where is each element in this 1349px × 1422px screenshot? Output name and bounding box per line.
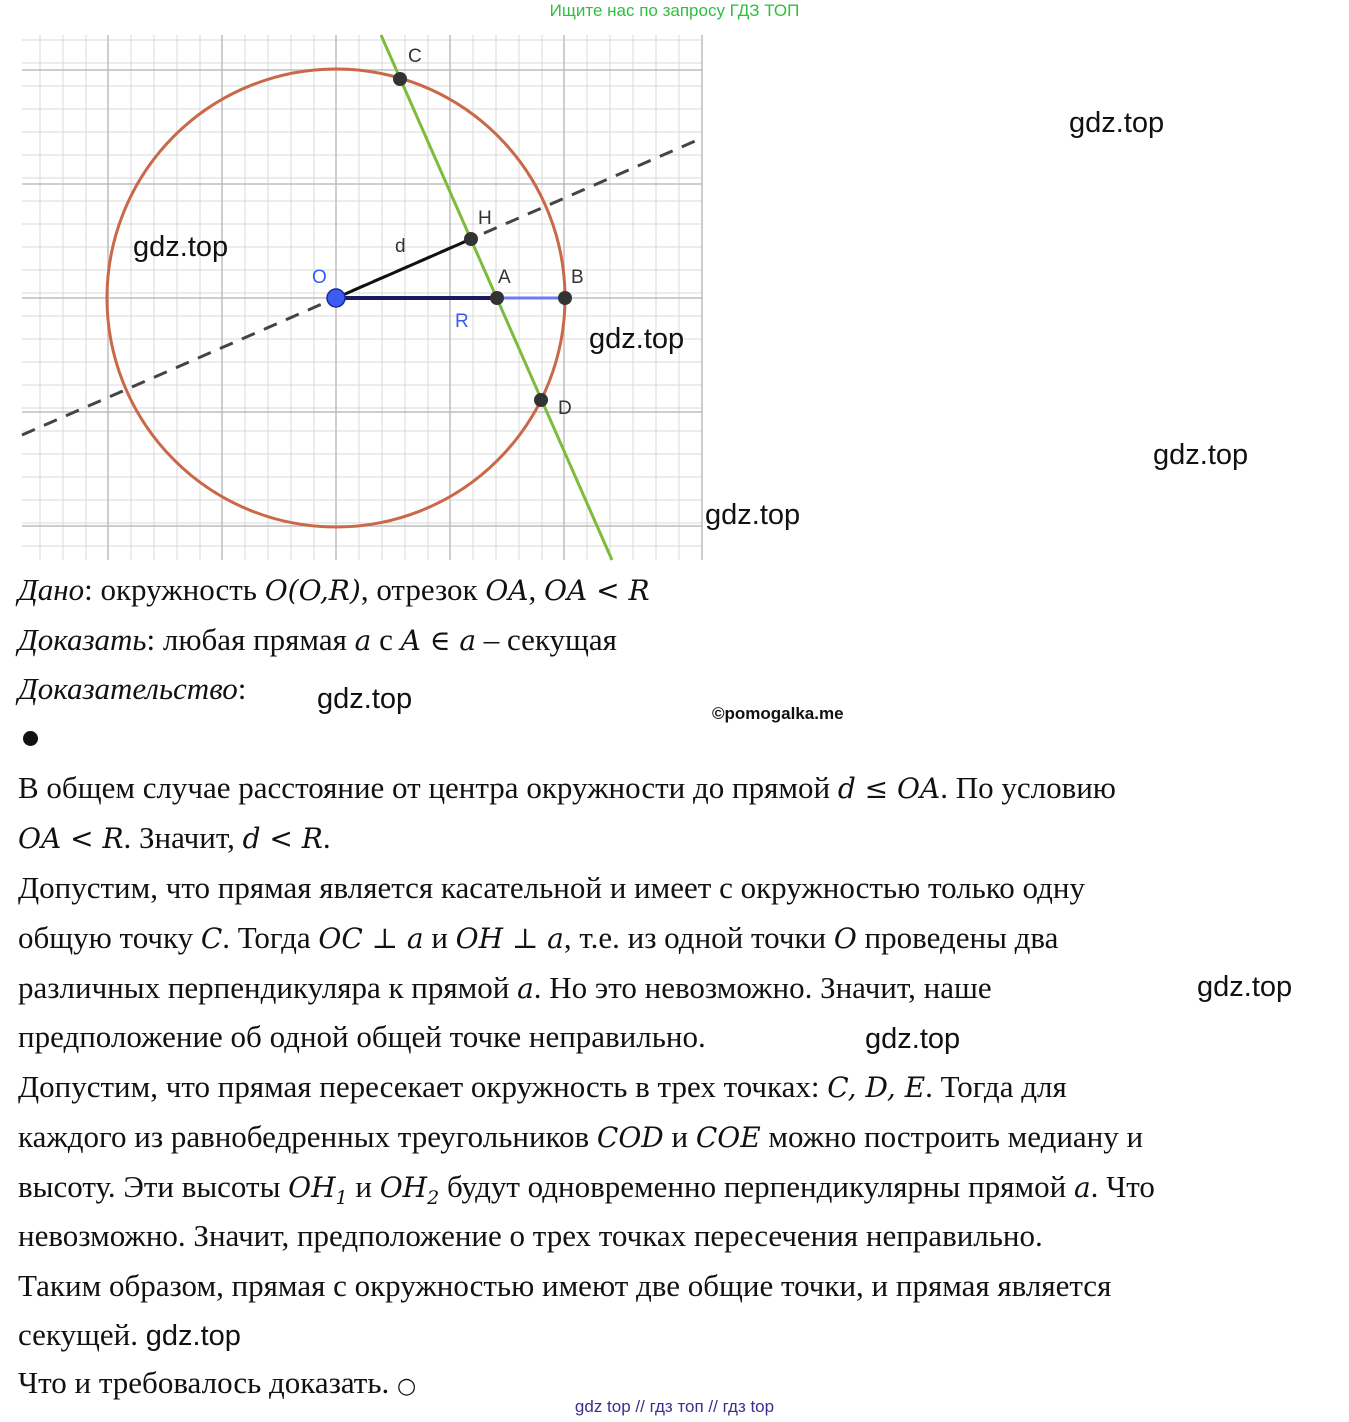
watermark: gdz.top (589, 323, 685, 355)
label-h: H (478, 208, 492, 229)
prove-label: Доказать (18, 622, 147, 657)
point-d (534, 393, 548, 407)
paragraph-3-line-4: невозможно. Значит, предположение о трех точках пересечения неправильно. (18, 1218, 1043, 1253)
label-d-distance: d (395, 236, 406, 257)
watermark: gdz.top (1197, 971, 1293, 1003)
label-a: A (498, 267, 511, 288)
proof-label-line: Доказательство: (18, 671, 247, 706)
point-a (490, 291, 504, 305)
paragraph-1-line-1: В общем случае расстояние от центра окружности до прямой d ≤ OA. По условию (18, 770, 1116, 805)
watermark: gdz.top (865, 1023, 961, 1055)
footer-links[interactable]: gdz top // гдз топ // гдз top (574, 1397, 775, 1416)
paragraph-4-line-1: Таким образом, прямая с окружностью имеют две общие точки, и прямая является (18, 1268, 1112, 1303)
point-o (327, 289, 345, 307)
watermark: gdz.top (133, 231, 229, 263)
search-banner[interactable]: Ищите нас по запросу ГДЗ ТОП (549, 1, 800, 20)
label-r: R (455, 311, 469, 332)
label-b: B (571, 267, 584, 288)
proof-label: Доказательство (18, 671, 238, 706)
watermark: gdz.top (317, 683, 413, 715)
paragraph-2-line-3: различных перпендикуляра к прямой a. Но это невозможно. Значит, наше (18, 970, 992, 1005)
bullet (23, 731, 38, 746)
paragraph-4-line-2: секущей. gdz.top (18, 1317, 241, 1352)
point-b (558, 291, 572, 305)
qed-circle-icon: ○ (397, 1374, 417, 1399)
given-label: Дано (18, 572, 85, 607)
watermark: gdz.top (1153, 439, 1249, 471)
paragraph-2-line-1: Допустим, что прямая является касательной и имеет с окружностью только одну (18, 870, 1086, 905)
qed-line: Что и требовалось доказать. ○ (18, 1365, 417, 1400)
copyright: ©pomogalka.me (712, 704, 844, 723)
paragraph-3-line-2: каждого из равнобедренных треугольников COD и COE можно построить медиану и (18, 1119, 1144, 1154)
label-c: C (408, 46, 422, 67)
prove-line: Доказать: любая прямая a с A ∈ a – секущая (18, 622, 617, 657)
paragraph-1-line-2: OA < R. Значит, d < R. (18, 820, 331, 855)
label-d-point: D (558, 398, 572, 419)
paragraph-3-line-1: Допустим, что прямая пересекает окружность в трех точках: C, D, E. Тогда для (18, 1069, 1067, 1104)
point-c (393, 72, 407, 86)
watermark: gdz.top (705, 499, 801, 531)
given-line: Дано: окружность O(O,R), отрезок OA, OA < R (18, 572, 650, 607)
paragraph-2-line-2: общую точку C. Тогда OC ⊥ a и OH ⊥ a, т.е. из одной точки O проведены два (18, 920, 1059, 955)
label-o: O (312, 267, 327, 288)
paragraph-3-line-3: высоту. Эти высоты $OH_1$ и $OH_2$ будут одновременно перпендикулярны прямой a. Что (18, 1169, 1155, 1210)
watermark: gdz.top (1069, 107, 1165, 139)
geometry-figure (0, 30, 720, 562)
paragraph-2-line-4: предположение об одной общей точке неправильно. (18, 1019, 706, 1054)
point-h (464, 232, 478, 246)
watermark: gdz.top (145, 1320, 241, 1352)
